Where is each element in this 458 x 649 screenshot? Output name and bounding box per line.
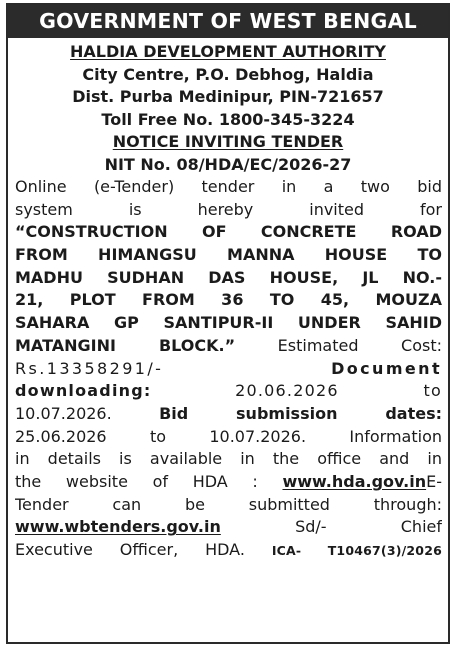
work-name-line-5: SAHARA GP SANTIPUR-II UNDER SAHID bbox=[15, 313, 442, 333]
download-line bbox=[15, 380, 442, 403]
notice-body bbox=[8, 176, 448, 562]
nit-number: NIT No. 08/HDA/EC/2026-27 bbox=[104, 154, 352, 174]
intro-line-2: system is hereby invited for bbox=[15, 199, 442, 219]
address-line-2: Dist. Purba Medinipur, PIN-721657 bbox=[72, 87, 384, 106]
work-name-end: MATANGINI BLOCK.” bbox=[15, 335, 236, 355]
toll-free-number: Toll Free No. 1800-345-3224 bbox=[101, 109, 355, 129]
estimated-cost-label: Estimated Cost: bbox=[277, 335, 442, 355]
signature-start: Sd/- Chief bbox=[295, 517, 442, 537]
government-banner: GOVERNMENT OF WEST BENGAL bbox=[8, 5, 448, 38]
website-label: the website of HDA : bbox=[15, 471, 258, 491]
info-line: in details is available in the office and in bbox=[15, 449, 442, 469]
download-start-date: 20.06.2026 to bbox=[235, 381, 442, 401]
submission-line: Tender can be submitted through: bbox=[15, 494, 442, 514]
website-line bbox=[15, 471, 442, 494]
download-end-date: 10.07.2026. bbox=[15, 403, 112, 423]
work-name-line-6 bbox=[15, 335, 442, 358]
work-name-line-1: “CONSTRUCTION OF CONCRETE ROAD bbox=[15, 222, 442, 242]
information-word: Information bbox=[349, 426, 442, 446]
cost-line bbox=[15, 358, 442, 381]
bid-dates-line bbox=[15, 426, 442, 449]
wbtenders-line bbox=[15, 516, 442, 539]
ica-reference: ICA- T10467(3)/2026 bbox=[271, 543, 442, 558]
wbtenders-link[interactable]: www.wbtenders.gov.in bbox=[15, 517, 221, 537]
downloading-label: downloading: bbox=[15, 381, 152, 401]
document-label: Document bbox=[331, 358, 442, 378]
signature-line bbox=[15, 539, 442, 562]
etender-word-start: E- bbox=[426, 471, 442, 491]
intro-line-1: Online (e-Tender) tender in a two bid bbox=[15, 177, 442, 196]
bid-line bbox=[15, 403, 442, 426]
authority-name: HALDIA DEVELOPMENT AUTHORITY bbox=[70, 42, 386, 61]
signature-designation: Executive Officer, HDA. bbox=[15, 540, 245, 559]
address-line-1: City Centre, P.O. Debhog, Haldia bbox=[82, 64, 374, 84]
notice-title: NOTICE INVITING TENDER bbox=[112, 132, 344, 151]
work-name-line-4: 21, PLOT FROM 36 TO 45, MOUZA bbox=[15, 290, 442, 310]
work-name-line-3: MADHU SUDHAN DAS HOUSE, JL NO.- bbox=[15, 267, 442, 287]
tender-notice bbox=[6, 3, 450, 644]
work-name-line-2: FROM HIMANGSU MANNA HOUSE TO bbox=[15, 245, 442, 265]
estimated-cost-value: Rs.13358291/- bbox=[15, 358, 164, 378]
bid-submission-dates: 25.06.2026 to 10.07.2026. bbox=[15, 426, 307, 446]
bid-submission-label: Bid submission dates: bbox=[159, 403, 442, 423]
hda-website-link[interactable]: www.hda.gov.in bbox=[282, 471, 427, 491]
